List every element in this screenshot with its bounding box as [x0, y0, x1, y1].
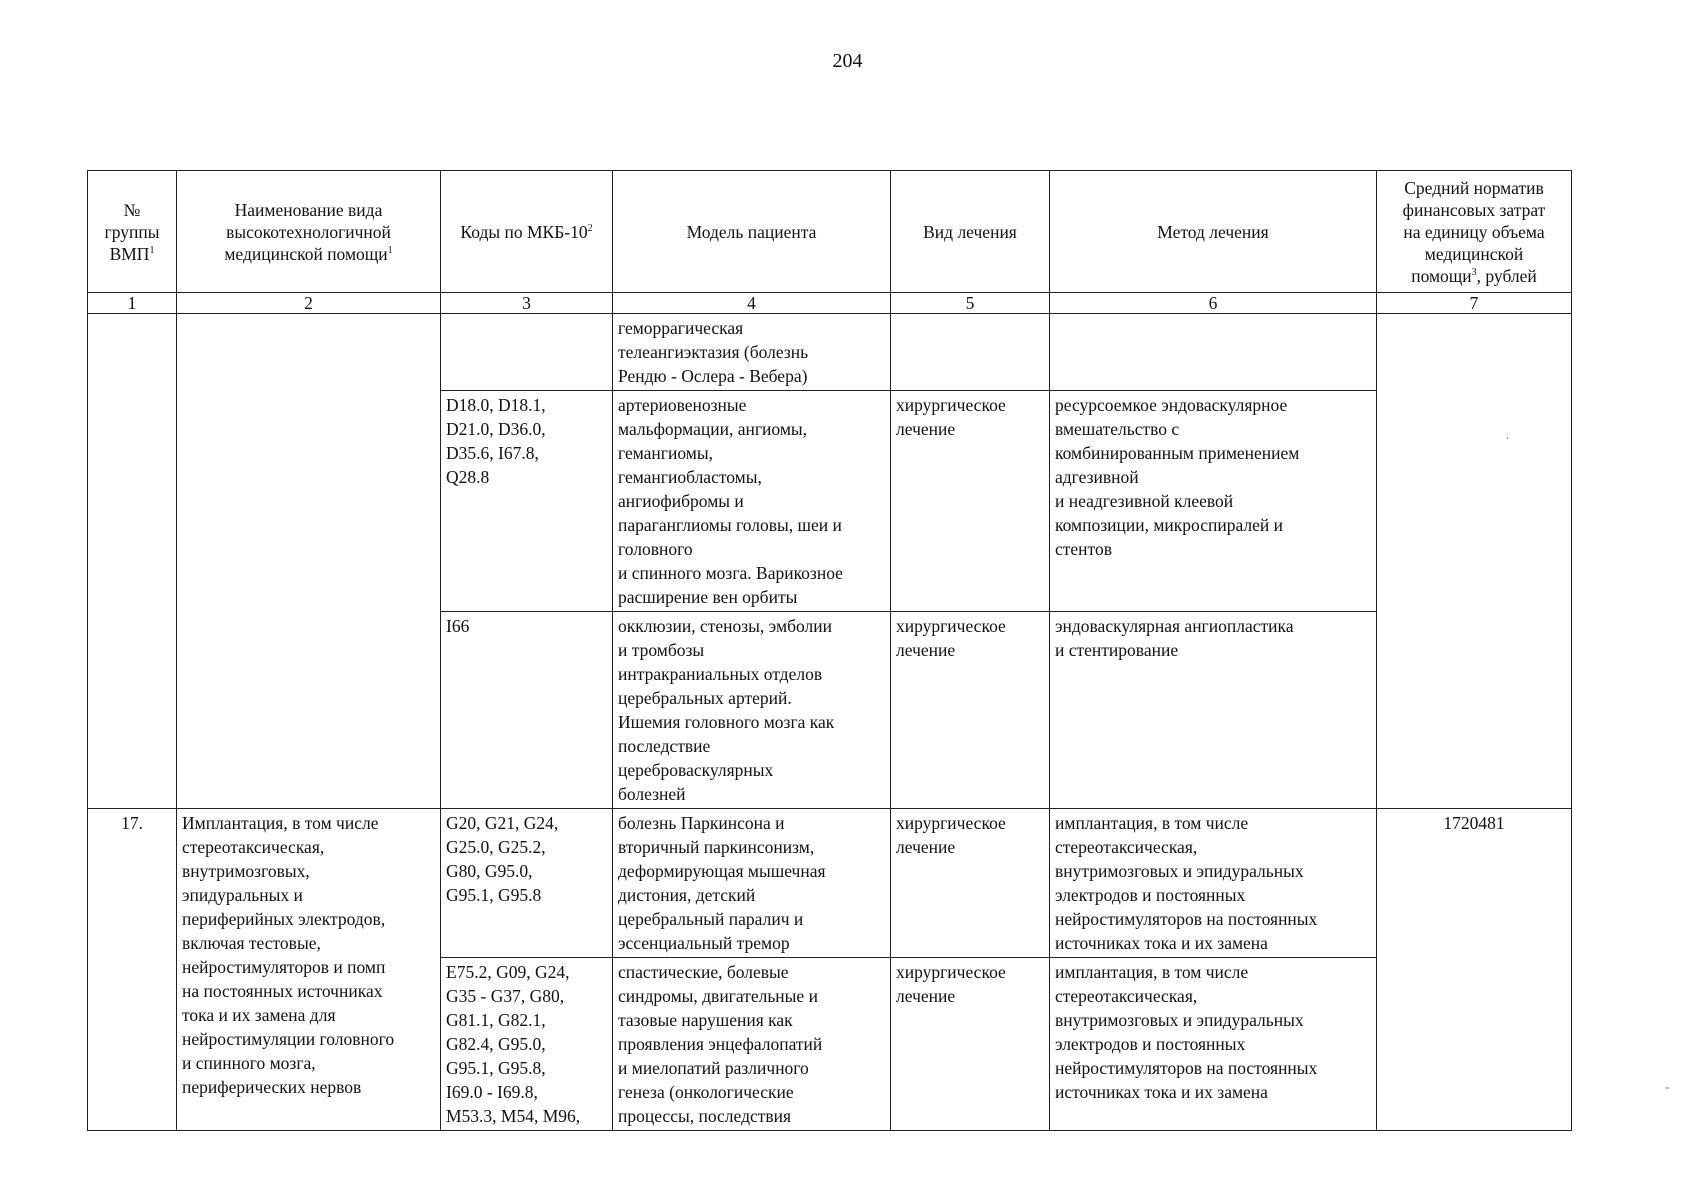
treatment-method-cell: имплантация, в том числе стереотаксическая, внутримозговых и эпидуральных электродов и постоянных нейростимуляторов на постоянных источниках тока и их замена — [1050, 958, 1377, 1131]
treatment-type-cell: хирургическое лечение — [891, 809, 1050, 958]
treatment-type-cell — [891, 314, 1050, 391]
header-patient-model: Модель пациента — [613, 171, 891, 293]
table-row — [88, 314, 1572, 391]
patient-model-cell: геморрагическая телеангиэктазия (болезнь Рендю - Ослера - Вебера) — [613, 314, 891, 391]
header-care-type: Наименование вида высокотехнологичной медицинской помощи$^1$ — [177, 171, 441, 293]
patient-model-cell: болезнь Паркинсона и вторичный паркинсонизм, деформирующая мышечная дистония, детский церебральный паралич и эссенциальный тремор — [613, 809, 891, 958]
header-cost-standard: Средний норматив финансовых затрат на единицу объема медицинской помощи$^3$, рублей — [1377, 171, 1572, 293]
treatment-type-cell: хирургическое лечение — [891, 391, 1050, 612]
cost-cell — [1377, 314, 1572, 809]
header-group-number: № группы ВМП$^1$ — [88, 171, 177, 293]
icd-codes-cell — [441, 314, 613, 391]
scan-artifact: - — [1665, 1080, 1670, 1095]
icd-codes-cell: I66 — [441, 612, 613, 809]
scan-artifact: · — [1505, 432, 1510, 447]
page-number: 204 — [832, 50, 863, 72]
column-number: 1 — [88, 293, 177, 314]
column-number: 3 — [441, 293, 613, 314]
patient-model-cell: артериовенозные мальформации, ангиомы, гемангиомы, гемангиобластомы, ангиофибромы и параганглиомы головы, шеи и головного и спинного мозга. Варикозное расширение вен орбиты — [613, 391, 891, 612]
treatment-type-cell: хирургическое лечение — [891, 612, 1050, 809]
treatment-method-cell: эндоваскулярная ангиопластика и стентирование — [1050, 612, 1377, 809]
treatment-type-cell: хирургическое лечение — [891, 958, 1050, 1131]
group-number-cell: 17. — [88, 809, 177, 1131]
treatment-method-cell: ресурсоемкое эндоваскулярное вмешательство с комбинированным применением адгезивной и неадгезивной клеевой композиции, микроспиралей и стентов — [1050, 391, 1377, 612]
column-number: 4 — [613, 293, 891, 314]
patient-model-cell: спастические, болевые синдромы, двигательные и тазовые нарушения как проявления энцефалопатий и миелопатий различного генеза (онкологические процессы, последствия — [613, 958, 891, 1131]
header-treatment-method: Метод лечения — [1050, 171, 1377, 293]
header-treatment-type: Вид лечения — [891, 171, 1050, 293]
column-number: 6 — [1050, 293, 1377, 314]
patient-model-cell: окклюзии, стенозы, эмболии и тромбозы интракраниальных отделов церебральных артерий. Ишемия головного мозга как последствие цереброваскулярных болезней — [613, 612, 891, 809]
column-number-row — [88, 293, 1572, 314]
column-number: 5 — [891, 293, 1050, 314]
icd-codes-cell: E75.2, G09, G24, G35 - G37, G80, G81.1, G82.1, G82.4, G95.0, G95.1, G95.8, I69.0 - I69.8, M53.3, M54, M96, — [441, 958, 613, 1131]
table-row — [88, 809, 1572, 958]
header-icd-codes: Коды по МКБ-$10^2$ — [441, 171, 613, 293]
treatment-method-cell: имплантация, в том числе стереотаксическая, внутримозговых и эпидуральных электродов и постоянных нейростимуляторов на постоянных источниках тока и их замена — [1050, 809, 1377, 958]
icd-codes-cell: D18.0, D18.1, D21.0, D36.0, D35.6, I67.8, Q28.8 — [441, 391, 613, 612]
icd-codes-cell: G20, G21, G24, G25.0, G25.2, G80, G95.0, G95.1, G95.8 — [441, 809, 613, 958]
cost-cell: 1720481 — [1377, 809, 1572, 1131]
column-number: 2 — [177, 293, 441, 314]
group-number-cell — [88, 314, 177, 809]
header-row — [88, 171, 1572, 293]
treatment-method-cell — [1050, 314, 1377, 391]
column-number: 7 — [1377, 293, 1572, 314]
care-type-cell — [177, 314, 441, 809]
vmp-table — [87, 170, 1572, 1131]
care-type-cell: Имплантация, в том числе стереотаксическая, внутримозговых, эпидуральных и периферийных электродов, включая тестовые, нейростимуляторов и помп на постоянных источниках тока и их замена для нейростимуляции головного и спинного мозга, периферических нервов — [177, 809, 441, 1131]
